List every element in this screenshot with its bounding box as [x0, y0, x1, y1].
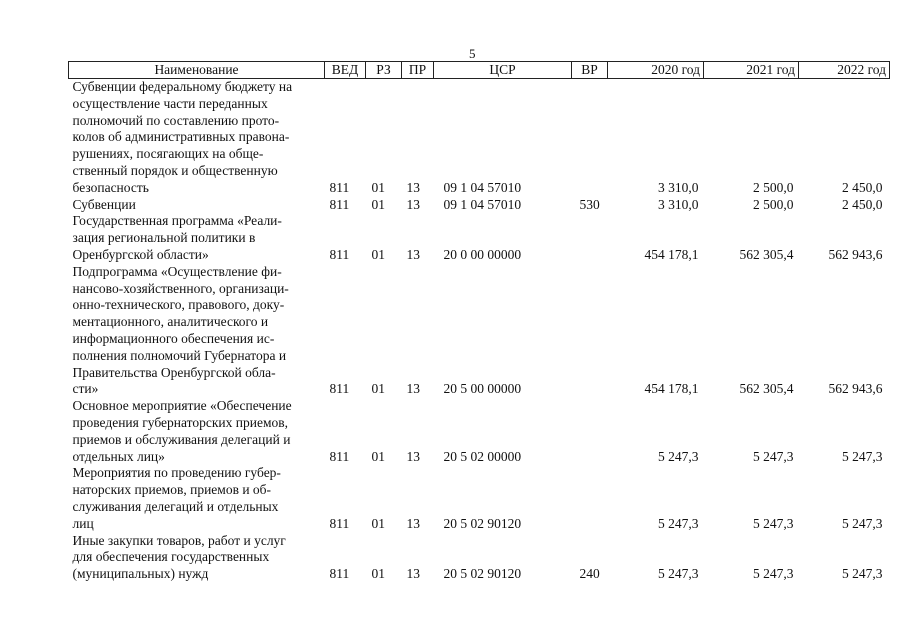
row-name [69, 465, 325, 532]
row-csr: 20 5 02 90120 [443, 566, 522, 582]
row-name-line: Правительства Оренбургской обла- [72, 364, 276, 380]
row-pr: 13 [406, 246, 420, 262]
table-body [69, 79, 890, 583]
row-amount-2020: 3 310,0 [658, 196, 699, 212]
header-2022: 2022 год [799, 62, 890, 79]
row-name [69, 398, 325, 465]
row-rz: 01 [371, 448, 385, 464]
row-vr [572, 398, 608, 465]
row-amount-2021: 5 247,3 [753, 448, 794, 464]
row-name-line: Субвенции [72, 196, 136, 212]
row-vr [572, 213, 608, 263]
row-name-line: полнения полномочий Губернатора и [72, 347, 287, 363]
row-vr [572, 79, 608, 197]
row-name-line: отдельных лиц» [72, 448, 165, 464]
header-ved: ВЕД [325, 62, 366, 79]
header-vr: ВР [572, 62, 608, 79]
header-2020: 2020 год [608, 62, 704, 79]
row-ved: 811 [329, 448, 350, 464]
row-rz: 01 [371, 179, 385, 195]
row-name-line: полномочий по составлению прото- [72, 112, 280, 128]
header-2021: 2021 год [704, 62, 799, 79]
row-name-line: зация региональной политики в [72, 230, 256, 246]
row-csr: 20 5 00 00000 [443, 381, 522, 397]
row-name [69, 79, 325, 197]
row-name-line: Оренбургской области» [72, 246, 209, 262]
row-amount-2022: 562 943,6 [828, 246, 883, 262]
row-amount-2020: 454 178,1 [644, 246, 699, 262]
row-amount-2022: 2 450,0 [842, 179, 883, 195]
row-ved: 811 [329, 179, 350, 195]
row-name-line: осуществление части переданных [72, 95, 268, 111]
row-ved: 811 [329, 246, 350, 262]
row-csr: 20 5 02 90120 [443, 515, 522, 531]
row-name-line: Подпрограмма «Осуществление фи- [72, 263, 282, 279]
table-header [69, 62, 890, 79]
row-name-line: безопасность [72, 179, 149, 195]
row-name [69, 264, 325, 398]
table-row [69, 213, 890, 263]
row-name-line: наторских приемов, приемов и об- [72, 482, 272, 498]
row-name-line: лиц [72, 515, 94, 531]
row-name-line: ментационного, аналитического и [72, 314, 269, 330]
row-ved: 811 [329, 566, 350, 582]
row-pr: 13 [406, 179, 420, 195]
row-vr: 530 [579, 196, 600, 212]
row-amount-2020: 454 178,1 [644, 381, 699, 397]
row-name-line: онно-технического, правового, доку- [72, 297, 285, 313]
row-name-line: нансово-хозяйственного, организаци- [72, 280, 289, 296]
row-amount-2021: 5 247,3 [753, 566, 794, 582]
row-name-line: информационного обеспечения ис- [72, 330, 275, 346]
budget-table [68, 61, 890, 583]
row-amount-2021: 2 500,0 [753, 179, 794, 195]
row-amount-2022: 5 247,3 [842, 566, 883, 582]
row-amount-2022: 2 450,0 [842, 196, 883, 212]
row-csr: 20 5 02 00000 [443, 448, 522, 464]
row-ved: 811 [329, 515, 350, 531]
page-number: 5 [469, 46, 476, 61]
row-pr: 13 [406, 566, 420, 582]
table-row [69, 197, 890, 214]
row-name [69, 213, 325, 263]
row-rz: 01 [371, 246, 385, 262]
row-rz: 01 [371, 196, 385, 212]
row-rz: 01 [371, 566, 385, 582]
row-amount-2020: 3 310,0 [658, 179, 699, 195]
row-name-line: Мероприятия по проведению губер- [72, 465, 281, 481]
row-ved: 811 [329, 381, 350, 397]
header-pr: ПР [402, 62, 434, 79]
row-pr: 13 [406, 381, 420, 397]
row-name-line: Иные закупки товаров, работ и услуг [72, 532, 286, 548]
row-name-line: рушениях, посягающих на обще- [72, 146, 264, 162]
row-rz: 01 [371, 515, 385, 531]
row-vr [572, 264, 608, 398]
row-amount-2022: 5 247,3 [842, 448, 883, 464]
row-name-line: Государственная программа «Реали- [72, 213, 282, 229]
row-amount-2021: 2 500,0 [753, 196, 794, 212]
row-name-line: проведения губернаторских приемов, [72, 414, 288, 430]
row-amount-2021: 562 305,4 [739, 246, 794, 262]
row-name-line: колов об административных правона- [72, 129, 290, 145]
row-amount-2022: 562 943,6 [828, 381, 883, 397]
row-name [69, 533, 325, 583]
table-row [69, 465, 890, 532]
table-row [69, 264, 890, 398]
row-pr: 13 [406, 196, 420, 212]
row-vr: 240 [579, 566, 600, 582]
row-amount-2021: 5 247,3 [753, 515, 794, 531]
header-csr: ЦСР [434, 62, 572, 79]
row-pr: 13 [406, 448, 420, 464]
row-csr: 09 1 04 57010 [443, 196, 522, 212]
table-row [69, 398, 890, 465]
table-row [69, 533, 890, 583]
row-amount-2020: 5 247,3 [658, 566, 699, 582]
header-name: Наименование [69, 62, 325, 79]
row-name-line: служивания делегаций и отдельных [72, 498, 279, 514]
row-pr: 13 [406, 515, 420, 531]
row-name [69, 197, 325, 214]
row-csr: 20 0 00 00000 [443, 246, 522, 262]
row-name-line: для обеспечения государственных [72, 549, 270, 565]
row-name-line: Субвенции федеральному бюджету на [72, 79, 293, 94]
row-name-line: Основное мероприятие «Обеспечение [72, 398, 292, 414]
row-name-line: приемов и обслуживания делегаций и [72, 431, 291, 447]
row-rz: 01 [371, 381, 385, 397]
row-vr [572, 465, 608, 532]
row-amount-2021: 562 305,4 [739, 381, 794, 397]
row-ved: 811 [329, 196, 350, 212]
row-name-line: (муниципальных) нужд [72, 566, 209, 582]
row-name-line: ственный порядок и общественную [72, 162, 278, 178]
row-amount-2020: 5 247,3 [658, 515, 699, 531]
row-amount-2022: 5 247,3 [842, 515, 883, 531]
table-row [69, 79, 890, 197]
row-csr: 09 1 04 57010 [443, 179, 522, 195]
row-amount-2020: 5 247,3 [658, 448, 699, 464]
header-rz: РЗ [366, 62, 402, 79]
row-name-line: сти» [72, 381, 99, 397]
